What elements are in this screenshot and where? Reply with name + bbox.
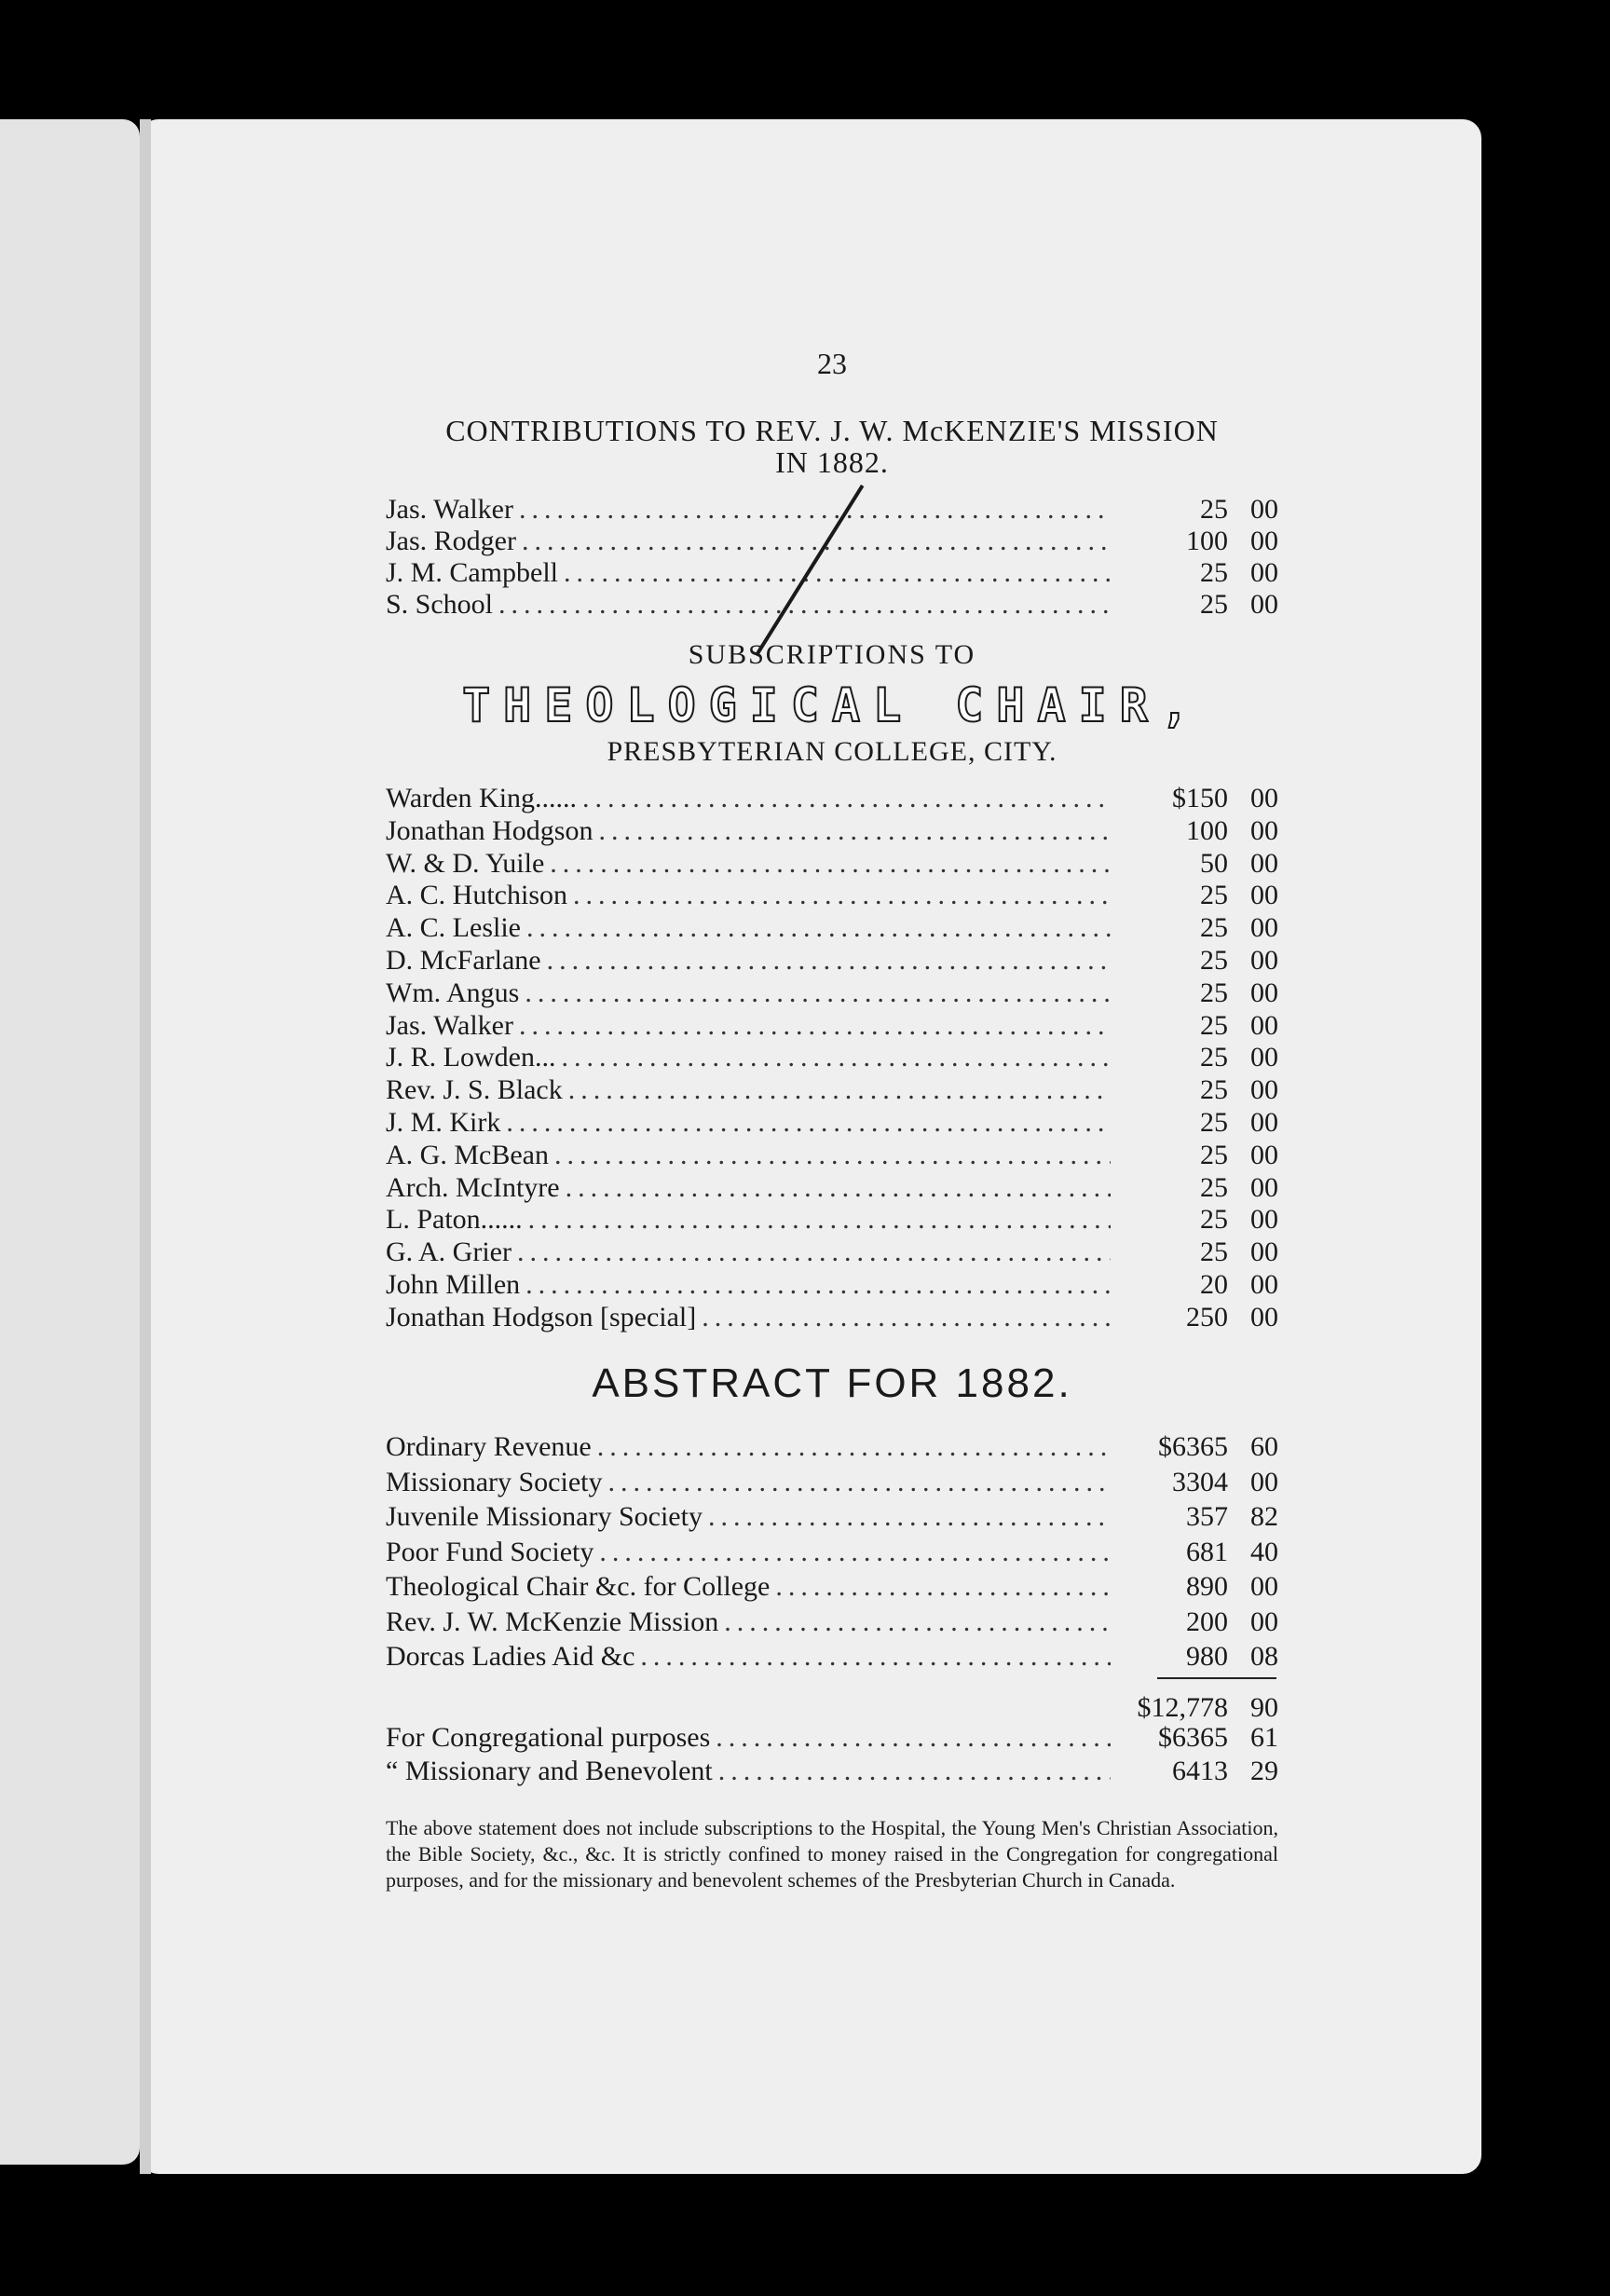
entry-name: A. C. Leslie <box>386 912 521 944</box>
chair-row <box>386 815 1278 849</box>
entry-name: Jas. Rodger <box>386 526 516 556</box>
entry-amount: $6365 <box>1158 1722 1228 1753</box>
entry-cents: 00 <box>1250 526 1278 556</box>
entry-amount: $150 <box>1172 783 1228 813</box>
facing-page-edge <box>0 119 140 2165</box>
entry-cents: 40 <box>1250 1536 1278 1567</box>
entry-cents: 00 <box>1250 1204 1278 1236</box>
chair-row <box>386 1302 1278 1335</box>
entry-cents: 00 <box>1250 557 1278 588</box>
purpose-row <box>386 1756 1278 1789</box>
entry-cents: 00 <box>1250 1171 1278 1203</box>
entry-amount: 25 <box>1200 1171 1228 1203</box>
entry-name: W. & D. Yuile <box>386 847 545 879</box>
entry-cents: 00 <box>1250 1107 1278 1138</box>
chair-row <box>386 1010 1278 1044</box>
abstract-row <box>386 1501 1278 1535</box>
chair-row <box>386 1140 1278 1173</box>
entry-amount: 357 <box>1186 1501 1228 1532</box>
abstract-row <box>386 1537 1278 1570</box>
chair-row <box>386 1237 1278 1270</box>
entry-cents: 08 <box>1250 1641 1278 1672</box>
total-amount: $12,778 <box>1137 1692 1228 1723</box>
entry-amount: 3304 <box>1172 1466 1228 1497</box>
entry-cents: 00 <box>1250 977 1278 1008</box>
entry-amount: $6365 <box>1158 1431 1228 1462</box>
chair-row <box>386 1074 1278 1108</box>
footnote: The above statement does not include subscriptions to the Hospital, the Young Men's Christian Association, the Bible Society, &c., &c. It is strictly confined to money raised in the Congregation for congregational purposes, and for the missionary and benevolent schemes of the Presbyterian Church in Canada. <box>386 1816 1278 1892</box>
entry-cents: 29 <box>1250 1756 1278 1786</box>
entry-name: Wm. Angus <box>386 977 520 1008</box>
entry-amount: 200 <box>1186 1606 1228 1637</box>
dot-leader <box>702 1302 1111 1333</box>
entry-amount: 681 <box>1186 1536 1228 1567</box>
entry-name: J. R. Lowden... <box>386 1042 556 1073</box>
entry-name: Dorcas Ladies Aid &c <box>386 1641 635 1672</box>
entry-cents: 00 <box>1250 1042 1278 1073</box>
dot-leader <box>724 1606 1111 1638</box>
chair-row <box>386 1107 1278 1141</box>
entry-amount: 25 <box>1200 1009 1228 1041</box>
entry-amount: 890 <box>1186 1571 1228 1602</box>
entry-amount: 25 <box>1200 494 1228 525</box>
entry-amount: 250 <box>1186 1301 1228 1332</box>
entry-cents: 00 <box>1250 1074 1278 1106</box>
dot-leader <box>708 1501 1111 1533</box>
entry-cents: 00 <box>1250 1571 1278 1602</box>
entry-amount: 25 <box>1200 912 1228 944</box>
dot-leader <box>582 783 1111 814</box>
dot-leader <box>608 1467 1112 1498</box>
entry-amount: 25 <box>1200 945 1228 976</box>
dot-leader <box>519 494 1111 526</box>
dot-leader <box>564 557 1111 589</box>
entry-amount: 25 <box>1200 977 1228 1008</box>
chair-row <box>386 1042 1278 1075</box>
dot-leader <box>562 1042 1112 1073</box>
entry-cents: 00 <box>1250 880 1278 911</box>
dot-leader <box>547 945 1111 977</box>
entry-name: Rev. J. S. Black <box>386 1074 563 1106</box>
entry-name: A. G. McBean <box>386 1139 549 1170</box>
entry-cents: 00 <box>1250 494 1278 525</box>
dot-leader <box>640 1641 1111 1673</box>
chair-row <box>386 912 1278 946</box>
abstract-row <box>386 1467 1278 1500</box>
mission-row <box>386 589 1278 622</box>
dot-leader <box>566 1172 1111 1204</box>
entry-name: Theological Chair &c. for College <box>386 1571 771 1602</box>
entry-name: Jonathan Hodgson [special] <box>386 1301 697 1332</box>
entry-name: Jas. Walker <box>386 494 513 525</box>
entry-amount: 25 <box>1200 1139 1228 1170</box>
dot-leader <box>519 1010 1111 1042</box>
entry-cents: 00 <box>1250 945 1278 976</box>
chair-row <box>386 783 1278 816</box>
dot-leader <box>573 880 1111 911</box>
dot-leader <box>550 848 1111 880</box>
dot-leader <box>598 815 1111 847</box>
entry-cents: 00 <box>1250 1009 1278 1041</box>
chair-row <box>386 848 1278 882</box>
entry-amount: 25 <box>1200 1042 1228 1073</box>
abstract-title: ABSTRACT FOR 1882. <box>592 1360 1072 1406</box>
dot-leader <box>522 526 1111 557</box>
entry-name: L. Paton...... <box>386 1204 523 1236</box>
dot-leader <box>506 1107 1111 1139</box>
total-cents: 90 <box>1250 1692 1278 1723</box>
mission-row <box>386 494 1278 527</box>
entry-amount: 25 <box>1200 1237 1228 1268</box>
total-rule <box>1157 1677 1276 1679</box>
chair-row <box>386 1172 1278 1206</box>
entry-amount: 20 <box>1200 1269 1228 1300</box>
entry-name: A. C. Hutchison <box>386 880 567 911</box>
dot-leader <box>568 1074 1111 1106</box>
entry-cents: 00 <box>1250 814 1278 846</box>
entry-name: John Millen <box>386 1269 521 1300</box>
entry-amount: 50 <box>1200 847 1228 879</box>
entry-cents: 00 <box>1250 1269 1278 1300</box>
entry-name: “ Missionary and Benevolent <box>386 1756 713 1786</box>
entry-cents: 00 <box>1250 589 1278 620</box>
mission-heading: CONTRIBUTIONS TO REV. J. W. McKENZIE'S MISSION <box>445 414 1219 447</box>
entry-name: Warden King...... <box>386 783 578 813</box>
entry-amount: 6413 <box>1172 1756 1228 1786</box>
dot-leader <box>498 589 1111 621</box>
page-number: 23 <box>817 347 847 380</box>
entry-name: Ordinary Revenue <box>386 1431 592 1462</box>
abstract-row <box>386 1571 1278 1605</box>
entry-name: For Congregational purposes <box>386 1722 711 1753</box>
entry-amount: 980 <box>1186 1641 1228 1672</box>
entry-cents: 00 <box>1250 1237 1278 1268</box>
entry-cents: 00 <box>1250 1606 1278 1637</box>
entry-amount: 25 <box>1200 589 1228 620</box>
theological-chair-title: THEOLOGICAL CHAIR, <box>462 678 1202 732</box>
entry-cents: 60 <box>1250 1431 1278 1462</box>
entry-cents: 00 <box>1250 847 1278 879</box>
entry-name: Rev. J. W. McKenzie Mission <box>386 1606 719 1637</box>
entry-name: J. M. Campbell <box>386 557 558 588</box>
dot-leader <box>525 1269 1111 1301</box>
entry-cents: 82 <box>1250 1501 1278 1532</box>
mission-heading-year: IN 1882. <box>775 445 889 479</box>
entry-amount: 100 <box>1186 814 1228 846</box>
dot-leader <box>554 1140 1111 1171</box>
page-content <box>386 0 1278 2296</box>
entry-cents: 00 <box>1250 1139 1278 1170</box>
chair-row <box>386 945 1278 978</box>
entry-name: Poor Fund Society <box>386 1536 594 1567</box>
subscriptions-subheading: SUBSCRIPTIONS TO <box>688 639 976 670</box>
dot-leader <box>716 1722 1111 1754</box>
entry-name: Juvenile Missionary Society <box>386 1501 703 1532</box>
entry-amount: 25 <box>1200 557 1228 588</box>
entry-amount: 25 <box>1200 880 1228 911</box>
entry-name: D. McFarlane <box>386 945 541 976</box>
dot-leader <box>526 912 1111 944</box>
page-spine-shadow <box>140 119 151 2174</box>
abstract-row <box>386 1431 1278 1465</box>
college-subheading: PRESBYTERIAN COLLEGE, CITY. <box>607 736 1057 767</box>
entry-amount: 25 <box>1200 1107 1228 1138</box>
chair-row <box>386 880 1278 913</box>
dot-leader <box>528 1204 1111 1236</box>
dot-leader <box>517 1237 1111 1268</box>
dot-leader <box>597 1431 1111 1463</box>
entry-name: Missionary Society <box>386 1466 603 1497</box>
entry-name: S. School <box>386 589 494 620</box>
entry-name: J. M. Kirk <box>386 1107 501 1138</box>
abstract-row <box>386 1641 1278 1674</box>
entry-name: Arch. McIntyre <box>386 1171 560 1203</box>
entry-amount: 25 <box>1200 1074 1228 1106</box>
abstract-total-row <box>386 1692 1278 1726</box>
chair-row <box>386 977 1278 1011</box>
entry-name: Jas. Walker <box>386 1009 513 1041</box>
entry-cents: 00 <box>1250 1466 1278 1497</box>
dot-leader <box>599 1537 1111 1568</box>
entry-name: G. A. Grier <box>386 1237 512 1268</box>
entry-amount: 25 <box>1200 1204 1228 1236</box>
dot-leader <box>718 1756 1111 1787</box>
entry-cents: 00 <box>1250 1301 1278 1332</box>
mission-row <box>386 557 1278 591</box>
entry-cents: 61 <box>1250 1722 1278 1753</box>
chair-row <box>386 1269 1278 1303</box>
chair-row <box>386 1204 1278 1237</box>
abstract-row <box>386 1606 1278 1640</box>
entry-name: Jonathan Hodgson <box>386 814 594 846</box>
dot-leader <box>525 977 1111 1009</box>
purpose-row <box>386 1722 1278 1756</box>
entry-cents: 00 <box>1250 783 1278 813</box>
dot-leader <box>775 1571 1111 1603</box>
entry-cents: 00 <box>1250 912 1278 944</box>
entry-amount: 100 <box>1186 526 1228 556</box>
